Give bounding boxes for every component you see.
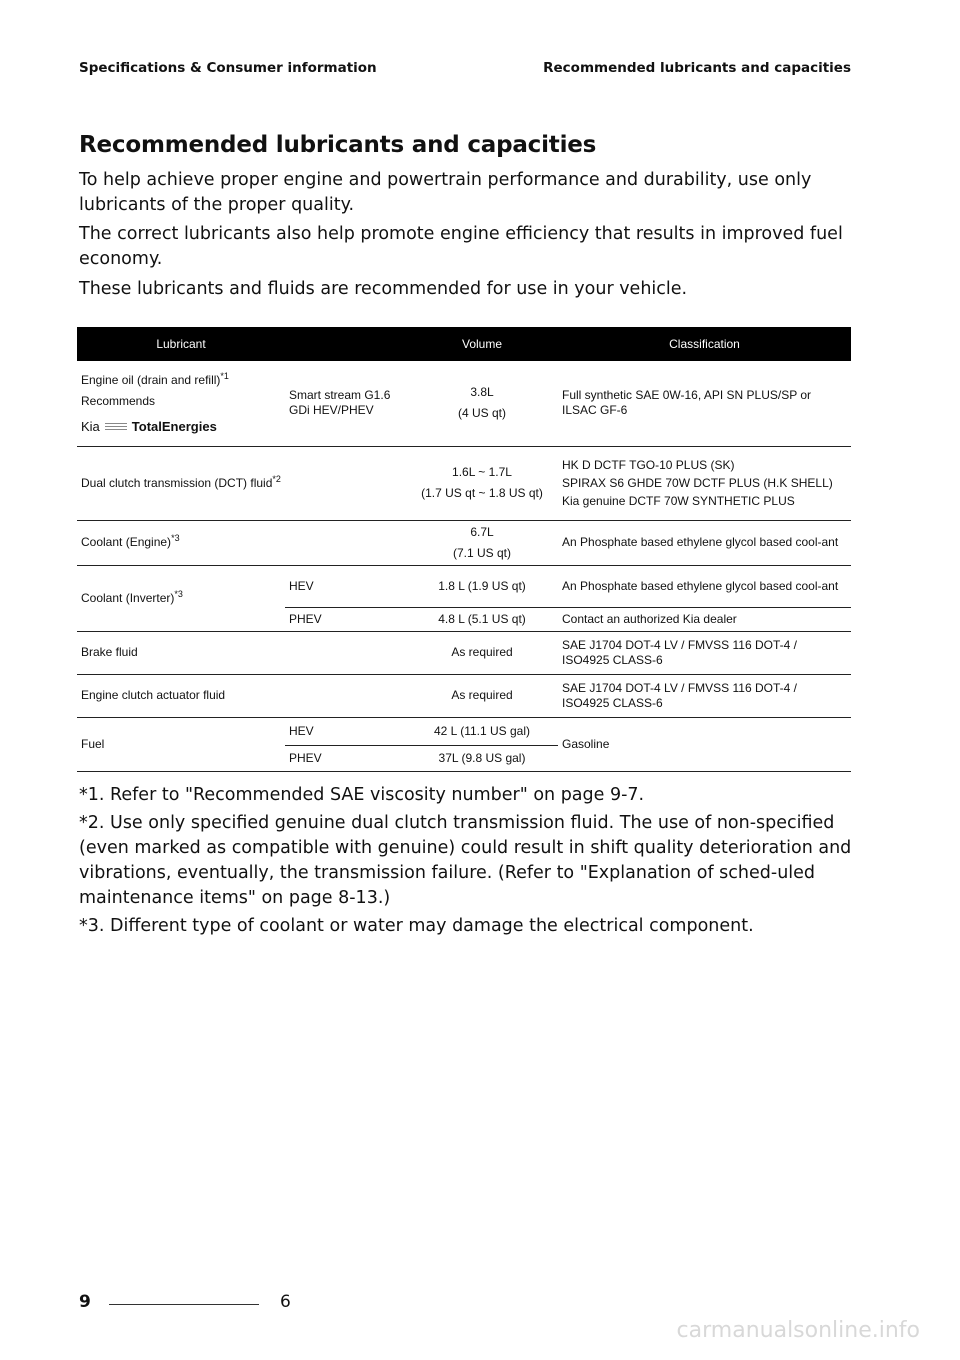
- page-title: Recommended lubricants and capacities: [79, 132, 597, 158]
- cell-coolant-inverter-label: Coolant (Inverter)$^{*3}$: [77, 565, 285, 631]
- lubricants-table: [77, 327, 851, 772]
- table-row-clutch-actuator: [77, 674, 851, 717]
- cell-brake-volume: As required: [406, 631, 558, 674]
- cell-fuel-label: Fuel: [77, 717, 285, 771]
- cell-engine-oil-volume: 3.8L (4 US qt): [406, 361, 558, 446]
- cell-dct-classification: HK D DCTF TGO-10 PLUS (SK) SPIRAX S6 GHDE 70W DCTF PLUS (H.K SHELL) Kia genuine DCTF 70W SYNTHETIC PLUS: [558, 446, 851, 520]
- cell-engine-oil-classification: Full synthetic SAE 0W-16, API SN PLUS/SP or ILSAC GF-6: [558, 361, 851, 446]
- cell-coolant-inverter-hev-classification: An Phosphate based ethylene glycol based cool-ant: [558, 565, 851, 607]
- table-row-engine-oil: [77, 361, 851, 446]
- section-number: 9: [79, 1292, 91, 1312]
- cell-fuel-hev-volume: 42 L (11.1 US gal): [406, 717, 558, 745]
- col-header-blank: [285, 327, 406, 361]
- intro-paragraph-2: The correct lubricants also help promote engine efficiency that results in improved fuel economy.: [79, 224, 843, 269]
- cell-coolant-inverter-phev-volume: 4.8 L (5.1 US qt): [406, 607, 558, 631]
- col-header-lubricant: Lubricant: [77, 327, 285, 361]
- cell-dct-label: Dual clutch transmission (DCT) fluid$^{*2}$: [77, 446, 406, 520]
- recommends-label: Recommends: [81, 393, 156, 408]
- cell-coolant-engine-volume: 6.7L (7.1 US qt): [406, 520, 558, 565]
- cell-coolant-engine-classification: An Phosphate based ethylene glycol based cool-ant: [558, 520, 851, 565]
- table-row-coolant-engine: [77, 520, 851, 565]
- table-header-row: [77, 327, 851, 361]
- intro-paragraph-1: To help achieve proper engine and powertrain performance and durability, use only lubricants of the proper quality.: [79, 170, 812, 215]
- cell-brake-classification: SAE J1704 DOT-4 LV / FMVSS 116 DOT-4 / ISO4925 CLASS-6: [558, 631, 851, 674]
- header-topic-title: Recommended lubricants and capacities: [543, 60, 851, 76]
- cell-clutch-actuator-label: Engine clutch actuator fluid: [77, 674, 406, 717]
- kia-totalenergies-logo: Kia TotalEnergies: [81, 418, 217, 434]
- cell-coolant-inverter-phev-classification: Contact an authorized Kia dealer: [558, 607, 851, 631]
- footnote-3: *3. Different type of coolant or water may damage the electrical component.: [79, 916, 754, 936]
- totalenergies-icon: [105, 423, 127, 432]
- cell-coolant-inverter-hev-variant: HEV: [285, 565, 406, 607]
- cell-fuel-phev-variant: PHEV: [285, 745, 406, 771]
- cell-fuel-phev-volume: 37L (9.8 US gal): [406, 745, 558, 771]
- watermark: carmanualsonline.info: [676, 1318, 920, 1343]
- page-number: 6: [280, 1292, 291, 1312]
- intro-paragraph-3: These lubricants and fluids are recommended for use in your vehicle.: [79, 279, 688, 299]
- cell-coolant-engine-label: Coolant (Engine)$^{*3}$: [77, 520, 406, 565]
- col-header-volume: Volume: [406, 327, 558, 361]
- cell-engine-oil-variant: Smart stream G1.6 GDi HEV/PHEV: [285, 361, 406, 446]
- footnote-2: *2. Use only specified genuine dual clutch transmission fluid. The use of non-specified (even marked as compatible with genuine) could result in shift quality deterioration and vibrations, eventually, the transmission failure. (Refer to "Explanation of sched-uled maintenance items" on page 8-13.): [79, 813, 852, 908]
- footer-divider: [109, 1304, 259, 1305]
- running-header: [79, 60, 851, 80]
- table-row-dct: [77, 446, 851, 520]
- cell-coolant-inverter-phev-variant: PHEV: [285, 607, 406, 631]
- table-row-brake-fluid: [77, 631, 851, 674]
- cell-fuel-hev-variant: HEV: [285, 717, 406, 745]
- cell-fuel-classification: Gasoline: [558, 717, 851, 771]
- cell-dct-volume: 1.6L ~ 1.7L (1.7 US qt ~ 1.8 US qt): [406, 446, 558, 520]
- col-header-classification: Classification: [558, 327, 851, 361]
- footnote-1: *1. Refer to "Recommended SAE viscosity number" on page 9-7.: [79, 785, 645, 805]
- cell-brake-label: Brake fluid: [77, 631, 406, 674]
- cell-clutch-actuator-classification: SAE J1704 DOT-4 LV / FMVSS 116 DOT-4 / ISO4925 CLASS-6: [558, 674, 851, 717]
- cell-clutch-actuator-volume: As required: [406, 674, 558, 717]
- cell-coolant-inverter-hev-volume: 1.8 L (1.9 US qt): [406, 565, 558, 607]
- table-row-coolant-inverter-hev: [77, 565, 851, 607]
- header-section-title: Specifications & Consumer information: [79, 60, 377, 76]
- cell-engine-oil-label: Engine oil (drain and refill)$^{*1}$ Recommends Kia TotalEnergies: [77, 361, 285, 446]
- table-row-fuel-hev: [77, 717, 851, 745]
